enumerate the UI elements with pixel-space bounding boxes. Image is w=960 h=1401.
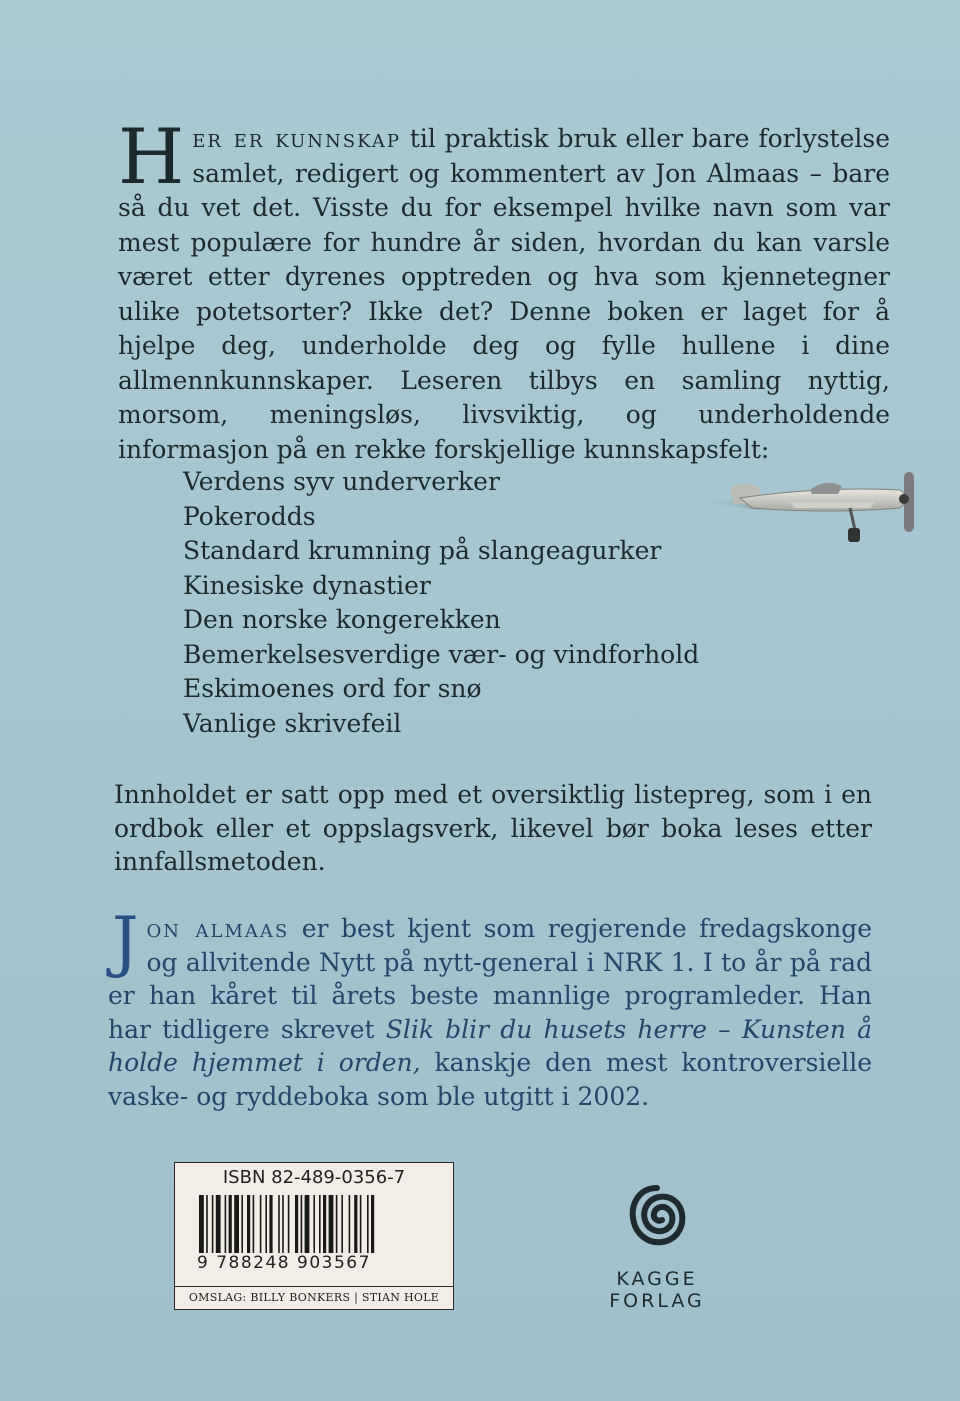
barcode-digits: 9 788248 903567 <box>197 1253 371 1273</box>
publisher-name-line2: FORLAG <box>609 1290 705 1312</box>
topic-list <box>183 465 699 741</box>
barcode-label <box>174 1162 454 1310</box>
barcode-icon <box>199 1195 429 1253</box>
author-text-end: kanskje den mest kontroversielle vaske- og ryddeboka som ble utgitt i 2002. <box>108 1048 872 1111</box>
list-item: Verdens syv underverker <box>183 467 500 496</box>
intro-text: til praktisk bruk eller bare forlystelse samlet, redigert og kommentert av Jon Almaas – bare så du vet det. Visste du for eksempel hvilke navn som var mest populære for hundre år siden, hvordan du kan varsle været etter dyrenes opptreden og hva som kjennetegner ulike potetsorter? Ikke det? Denne boken er laget for å hjelpe deg, underholde deg og fylle hullene i dine allmennkunnskaper. Leseren tilbys en samling nyttig, morsom, meningsløs, livsviktig, og underholdende informasjon på en rekke forskjellige kunnskapsfelt: <box>118 124 890 464</box>
list-item: Pokerodds <box>183 501 316 531</box>
author-text: er best kjent som regjerende fredagskonge og allvitende Nytt på nytt-general i NRK 1. I to år på rad er han kåret til årets beste mannlige programleder. Han har tidligere skrevet <box>108 914 872 1044</box>
list-item: Eskimoenes ord for snø <box>183 674 482 703</box>
author-bio <box>108 903 872 1113</box>
isbn-number: ISBN 82-489-0356-7 <box>222 1167 406 1188</box>
book-title: Slik blir du husets herre – Kunsten å holde hjemmet i orden, <box>108 1014 872 1077</box>
content-description: Innholdet er satt opp med et oversiktlig listepreg, som i en ordbok eller et oppslagsverk, likevel bør boka leses etter innfallsmetoden. <box>114 780 872 876</box>
publisher-logo <box>600 1182 720 1322</box>
list-item: Den norske kongerekken <box>183 605 501 634</box>
cover-credits: OMSLAG: BILLY BONKERS | STIAN HOLE <box>175 1286 453 1309</box>
author-lead: on almaas <box>146 914 290 943</box>
publisher-name-line1: KAGGE <box>616 1268 698 1290</box>
list-item: Vanlige skrivefeil <box>183 708 402 738</box>
intro-lead: er er kunnskap <box>192 124 401 153</box>
airplane-illustration <box>700 468 925 558</box>
publisher-name <box>600 1268 714 1312</box>
spiral-icon <box>626 1182 688 1260</box>
author-dropcap: J <box>112 903 139 980</box>
intro-dropcap: H <box>118 112 185 201</box>
list-item: Kinesiske dynastier <box>183 570 431 600</box>
list-item: Bemerkelsesverdige vær- og vindforhold <box>183 639 700 669</box>
intro-paragraph <box>118 112 890 467</box>
list-item: Standard krumning på slangeagurker <box>183 536 662 565</box>
